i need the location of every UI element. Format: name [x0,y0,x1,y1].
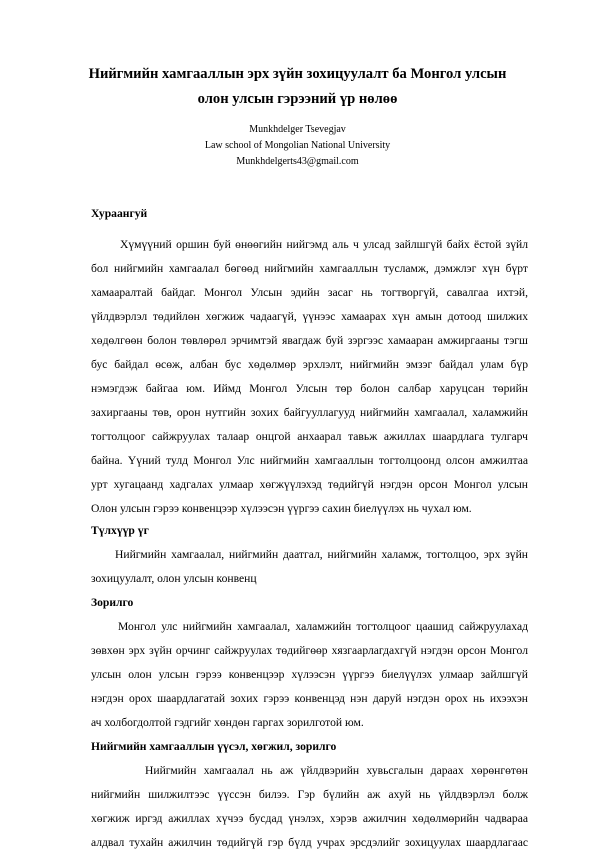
abstract-heading: Хураангуй [91,207,148,220]
abstract-line: захиргааны төв, орон нутгийн зохих байгууллагууд нийгмийн хамгаалал, халамжийн [91,406,528,419]
keywords-line: зохицуулалт, олон улсын конвенц [91,572,257,585]
keywords-line: Нийгмийн хамгаалал, нийгмийн даатгал, нийгмийн халамж, тогтолцоо, эрх зүйн [115,548,528,561]
abstract-line: байна. Үүний тулд Монгол Улс нийгмийн хамгааллын тогтолцоонд олсон амжилтаа [91,454,528,467]
purpose-line: нэгдэн орох шаардлагатай зохих гэрээ конвенцэд нэн даруй нэгдэн орох нь ихээхэн [91,692,528,705]
abstract-line: бус байдал өсөж, албан бус хөдөлмөр эрхлэлт, нийгмийн эмзэг байдал улам бүр [91,358,528,371]
abstract-line: бол нийгмийн хамгаалал бөгөөд нийгмийн хамгааллын тусламж, дэмжлэг хүн бүрт [91,262,528,275]
purpose-line: улсын олон улсын гэрээ конвенцээр хүлээсэн үүргээ биелүүлэх улмаар зайлшгүй [91,668,528,681]
abstract-line: урт хугацаанд хадгалах улмаар хөгжүүлэхэд төдийгүй нэгдэн орсон Монгол улсын [91,478,528,491]
author-name: Munkhdelger Tsevegjav [249,124,346,135]
abstract-line: тогтолцоог сайжруулах талаар онцгой анхаарал тавьж ажиллах шаардлага тулгарч [91,430,528,443]
section-line: хөгжиж иргэд ажиллах хүчээ бусдад үнэлэх, хэрэв ажилчин хөдөлмөрийн чадвараа [91,812,528,825]
section-line: нийгмийн шилжилтээс үүссэн билээ. Гэр бүлийн аж ахуй нь үйлдвэрлэл болж [91,788,528,801]
section-line: Нийгмийн хамгаалал нь аж үйлдвэрийн хувьсгалын дараах хөрөнгөтөн [145,764,528,777]
paper-title-line-1: Нийгмийн хамгааллын эрх зүйн зохицуулалт ба Монгол улсын [88,66,507,82]
abstract-line: хөдөлгөөн болон төвлөрөл эрчимтэй явагдаж буй зэргээс хамааран амжиргааны тэгш [91,334,528,347]
abstract-line: хамааралтай байдаг. Монгол Улсын эдийн засаг нь тогтворгүй, савалгаа ихтэй, [91,286,528,299]
abstract-line: үйлдвэрлэл төдийлөн хөгжиж чадаагүй, үүнээс хамаарах хүн амын дотоод шилжих [91,310,528,323]
author-affiliation: Law school of Mongolian National University [204,140,391,151]
purpose-heading: Зорилго [91,596,134,609]
section-line: алдвал тухайн ажилчин төдийгүй гэр бүлд учрах эрсдэлийг зохицуулах шаардлагаас [91,836,528,849]
abstract-line: нэмэгдэж байгаа юм. Иймд Монгол Улсын төр болон салбар харуцсан төрийн [91,382,528,395]
keywords-heading: Түлхүүр үг [91,524,149,537]
author-email: Munkhdelgerts43@gmail.com [236,156,359,167]
section-heading: Нийгмийн хамгааллын үүсэл, хөгжил, зорилго [91,740,337,753]
purpose-line: ач холбогдолтой гэдгийг хөндөн гаргах зорилготой юм. [91,716,364,729]
purpose-line: зөвхөн эрх зүйн орчинг сайжруулах төдийгөөр хязгаарлагдахгүй нэгдэн орсон Монгол [91,644,528,657]
purpose-line: Монгол улс нийгмийн хамгаалал, халамжийн тогтолцоог цаашид сайжруулахад [118,620,528,633]
abstract-line: Олон улсын гэрээ конвенцээр хүлээсэн үүргээ сахин биелүүлэх нь чухал юм. [91,502,472,515]
paper-title-line-2: олон улсын гэрээний үр нөлөө [197,91,398,107]
abstract-line: Хүмүүний оршин буй өнөөгийн нийгэмд аль ч улсад зайлшгүй байх ёстой зүйл [120,238,528,251]
